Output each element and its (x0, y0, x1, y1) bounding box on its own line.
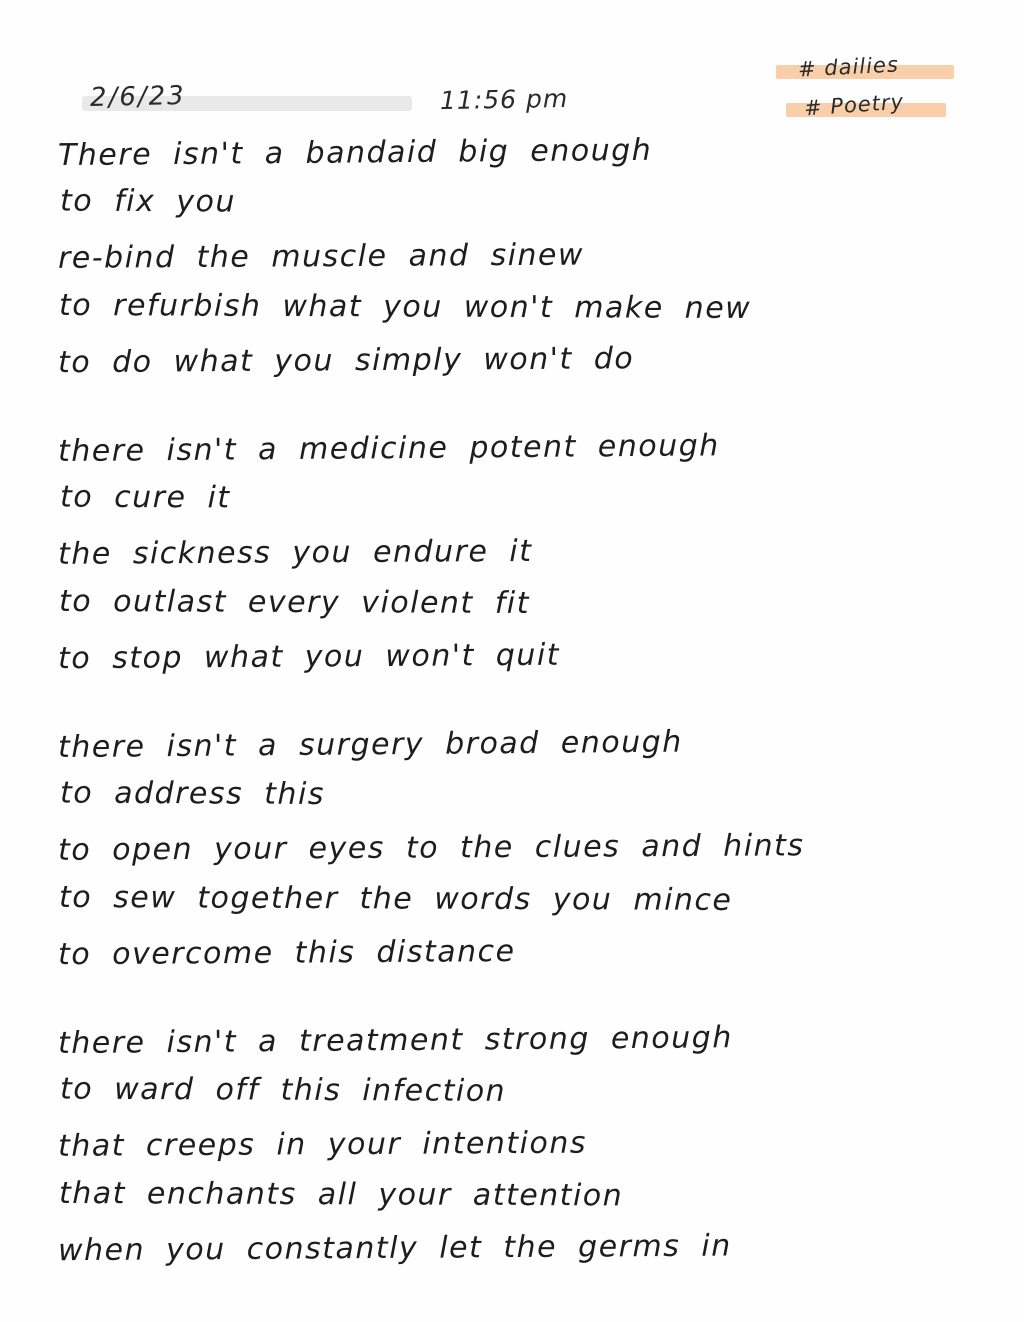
stanza (58, 1014, 984, 1274)
stanza (58, 126, 984, 386)
poem-line: There isn't a bandaid big enough (57, 132, 653, 174)
poem-line: there isn't a medicine potent enough (57, 428, 720, 470)
tag-label: # dailies (797, 52, 900, 82)
poem-line: to refurbish what you won't make new (58, 287, 752, 327)
poem-line: to sew together the words you mince (58, 879, 733, 918)
poem-line: that enchants all your attention (58, 1175, 624, 1214)
poem-line: to open your eyes to the clues and hints (57, 828, 805, 868)
poem-line: to ward off this infection (59, 1071, 507, 1109)
poem-line: to stop what you won't quit (57, 637, 561, 677)
poem-line: re-bind the muscle and sinew (57, 237, 585, 276)
tag-dailies[interactable] (776, 52, 976, 84)
tag-label: # Poetry (803, 89, 905, 121)
poem-line: there isn't a treatment strong enough (57, 1020, 733, 1062)
poem-line: that creeps in your intentions (57, 1125, 588, 1164)
poem-line: there isn't a surgery broad enough (57, 724, 683, 766)
poem-line: the sickness you endure it (57, 533, 533, 572)
poem-line: when you constantly let the germs in (57, 1228, 732, 1269)
note-time: 11:56 pm (439, 83, 569, 116)
poem-line: to do what you simply won't do (57, 341, 635, 381)
poem-line: to cure it (59, 479, 231, 516)
stanza (58, 718, 984, 978)
poem-line: to outlast every violent fit (58, 583, 531, 622)
tag-poetry[interactable] (776, 89, 976, 122)
poem-line: to address this (59, 775, 326, 812)
stanza (58, 422, 984, 682)
poem-line: to overcome this distance (57, 934, 516, 973)
poem-line: to fix you (59, 183, 237, 220)
note-date: 2/6/23 (89, 81, 186, 113)
poem-body (58, 126, 984, 1310)
